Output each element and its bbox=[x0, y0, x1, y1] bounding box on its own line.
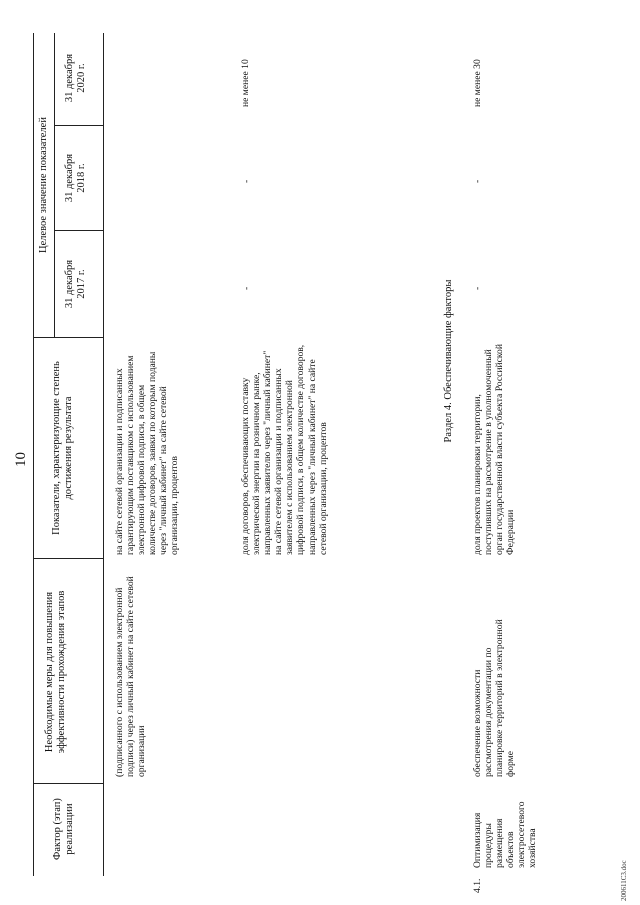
header-2020: 31 декабря 2020 г. bbox=[64, 53, 87, 103]
col-divider-1 bbox=[33, 783, 104, 784]
row3-value-2020: не менее 30 bbox=[472, 59, 483, 107]
header-factor: Фактор (этап) реализации bbox=[52, 798, 75, 860]
row2-value-2018: - bbox=[241, 179, 252, 183]
col-divider-3 bbox=[33, 337, 104, 338]
row3-factor: Оптимизация процедуры размещения объектов электросетевого хозяйства bbox=[472, 801, 539, 868]
section-title: Раздел 4. Обеспечивающие факторы bbox=[443, 279, 454, 443]
header-bottom-rule bbox=[103, 33, 104, 876]
row2-value-2017: - bbox=[241, 286, 252, 290]
col-divider-4 bbox=[55, 230, 104, 231]
row1-indicators: на сайте сетевой организации и подписанных гарантирующим поставщиком с использованием электронной цифровой подписи, в общем количестве договоров, заявки по которым поданы через "личный кабинет" на сайте сетевой организации, процентов bbox=[114, 351, 181, 555]
target-group-rule bbox=[54, 33, 55, 338]
row3-measures: обеспечение возможности рассмотрения документации по планировке территорий в электронной форме bbox=[472, 619, 517, 777]
header-2018: 31 декабря 2018 г. bbox=[64, 153, 87, 203]
row3-value-2017: - bbox=[472, 286, 483, 290]
table-top-rule bbox=[33, 33, 34, 876]
header-indicators: Показатели, характеризующие степень достижения результата bbox=[51, 361, 74, 535]
row1-measures: (подписанного с использованием электронной подписи) через личный кабинет на сайте сетевой организации bbox=[114, 576, 148, 777]
row3-value-2018: - bbox=[472, 179, 483, 183]
header-2017: 31 декабря 2017 г. bbox=[64, 259, 87, 309]
header-measures: Необходимые меры для повышения эффективности прохождения этапов bbox=[44, 590, 67, 754]
col-divider-2 bbox=[33, 558, 104, 559]
row2-indicators: доля договоров, обеспечивающих поставку электрической энергии на розничном рынке, направленных заявителю через "личный кабинет" на сайте сетевой организации и подписанных заявителем с использованием электронной цифровой подписи, в общем количестве договоров, направленных через "личный кабинет" на сайте сетевой организации, процентов bbox=[240, 344, 329, 555]
row3-number: 4.1. bbox=[472, 878, 483, 893]
row3-indicators: доля проектов планировки территории, поступивших на рассмотрение в уполномоченный орган государственной власти субъекта Российской Федерации bbox=[472, 344, 517, 555]
document-code: 200611C3.doc bbox=[620, 860, 628, 901]
header-target-values: Целевое значение показателей bbox=[38, 117, 49, 253]
row2-value-2020: не менее 10 bbox=[240, 59, 251, 107]
page-number: 10 bbox=[13, 452, 29, 467]
col-divider-5 bbox=[55, 125, 104, 126]
